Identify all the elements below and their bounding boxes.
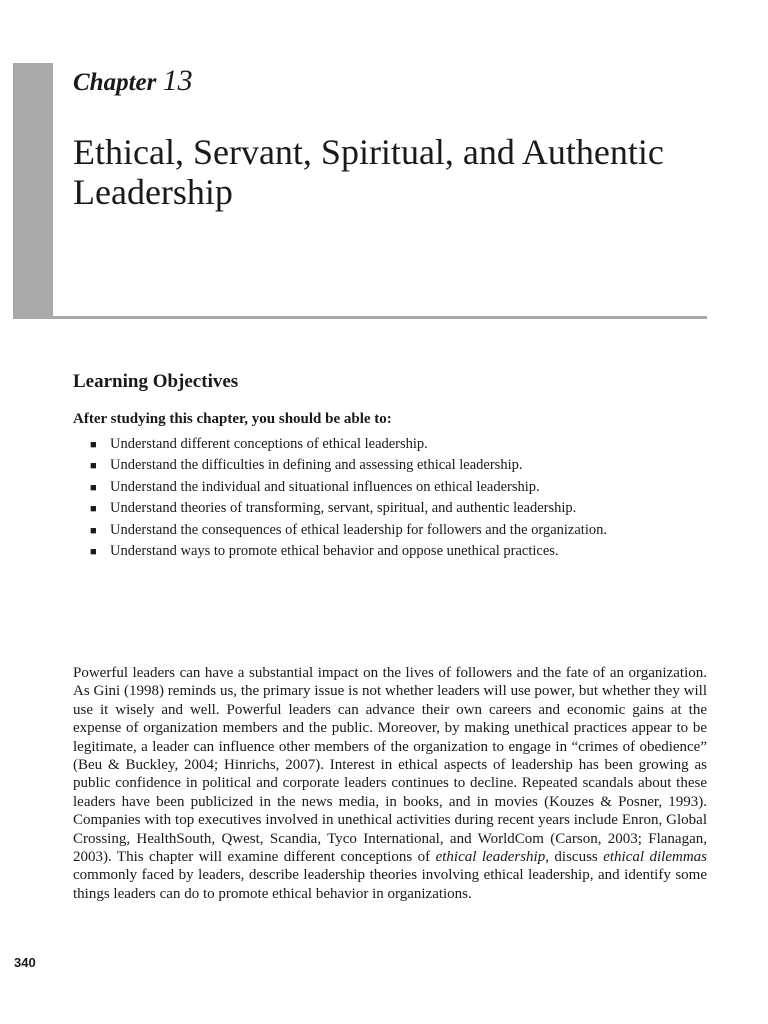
learning-objectives-heading: Learning Objectives [73, 371, 239, 392]
objective-text: Understand ways to promote ethical behavior and oppose unethical practices. [110, 542, 559, 559]
chapter-word: Chapter [73, 69, 157, 96]
body-paragraph [73, 664, 707, 903]
chapter-number: 13 [162, 64, 193, 97]
square-bullet-icon: ■ [90, 460, 97, 473]
chapter-label [73, 64, 193, 98]
list-item [90, 520, 710, 541]
paragraph-text: commonly faced by leaders, describe leadership theories involving ethical leadership, and identify some things leaders can do to promote ethical behavior in organizations. [73, 867, 707, 902]
square-bullet-icon: ■ [90, 439, 97, 451]
objective-text: Understand the consequences of ethical leadership for followers and the organization. [110, 521, 607, 538]
list-item [90, 477, 710, 498]
learning-objectives-list [90, 434, 710, 562]
list-item [90, 455, 710, 476]
learning-objectives-intro: After studying this chapter, you should be able to: [73, 411, 392, 427]
chapter-title: Ethical, Servant, Spiritual, and Authentic Leadership [73, 132, 664, 212]
objective-text: Understand different conceptions of ethical leadership. [110, 436, 428, 452]
list-item [90, 498, 710, 519]
page-number: 340 [14, 955, 36, 970]
objective-text: Understand the difficulties in defining and assessing ethical leadership. [110, 457, 523, 474]
chapter-sidebar-bar [13, 63, 53, 319]
term-ethical-dilemmas: ethical dilemmas [603, 849, 707, 866]
list-item [90, 541, 710, 562]
list-item [90, 434, 710, 455]
term-ethical-leadership: ethical leadership [435, 849, 546, 866]
square-bullet-icon: ■ [90, 524, 97, 537]
paragraph-text: , discuss [545, 849, 604, 866]
square-bullet-icon: ■ [90, 545, 97, 558]
paragraph-text: Powerful leaders can have a substantial impact on the lives of followers and the fate of an organization. As Gini (1998) reminds us, the primary issue is not whether leaders will use power, but whether they will use it wisely and well. Powerful leaders can advance their own careers and economic gains at the expense of organization members and the public. Moreover, by making unethical practices appear to be legitimate, a leader can influence other members of the organization to engage in “crimes of obedience” (Beu & Buckley, 2004; Hinrichs, 2007). Interest in ethical aspects of leadership has been growing as public confidence in political and corporate leaders continues to decline. Repeated scandals about these leaders have been publicized in the news media, in books, and in movies (Kouzes & Posner, 1993). Companies with top executives involved in unethical activities during recent years include Enron, Global Crossing, HealthSouth, Qwest, Scandia, Tyco International, and WorldCom (Carson, 2003; Flanagan, 2003). This chapter will examine different conceptions of [73, 665, 707, 866]
objective-text: Understand theories of transforming, servant, spiritual, and authentic leadership. [110, 500, 577, 517]
square-bullet-icon: ■ [90, 481, 97, 494]
header-rule [53, 316, 707, 319]
objective-text: Understand the individual and situational influences on ethical leadership. [110, 478, 540, 495]
square-bullet-icon: ■ [90, 503, 97, 516]
